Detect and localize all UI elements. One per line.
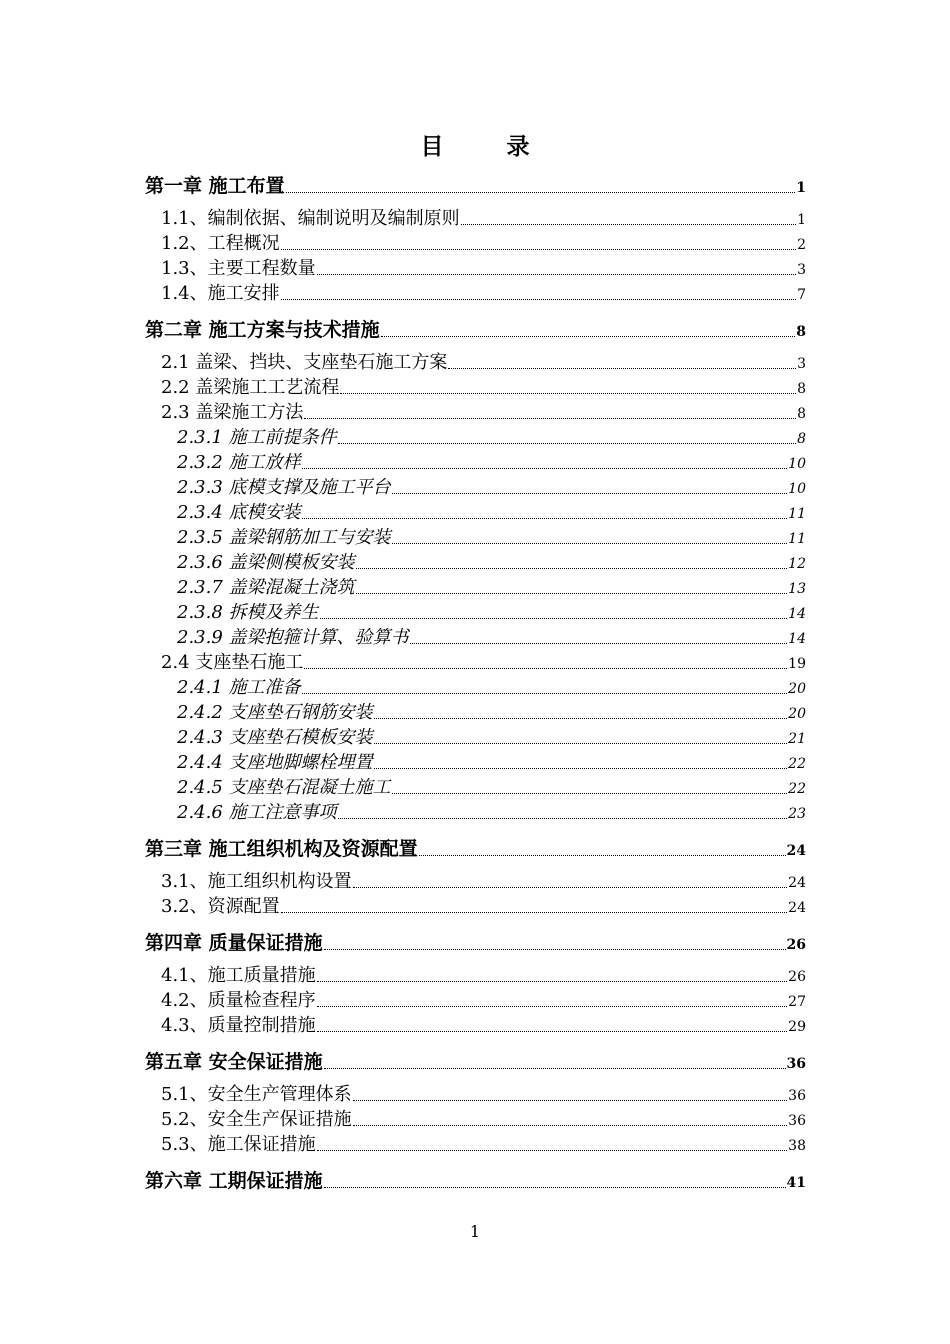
toc-entry-label: 5.2、安全生产保证措施 [161, 1109, 352, 1130]
toc-entry-label: 2.3 盖梁施工方法 [161, 402, 304, 423]
toc-entry-page: 8 [797, 406, 806, 422]
toc-entry-label: 2.3.6 盖梁侧模板安装 [177, 552, 355, 573]
dot-leader [353, 1124, 788, 1126]
dot-leader [302, 517, 788, 519]
toc-entry-page: 3 [797, 356, 806, 372]
toc-entry-label: 2.1 盖梁、挡块、支座垫石施工方案 [161, 352, 448, 373]
dot-leader [381, 335, 796, 337]
toc-subsection-entry[interactable] [145, 424, 806, 449]
toc-entry-label: 2.4.5 支座垫石混凝土施工 [177, 777, 391, 798]
toc-entry-page: 36 [788, 1113, 806, 1129]
toc-subsection-entry[interactable] [145, 449, 806, 474]
toc-entry-page: 24 [786, 843, 806, 859]
toc-entry-page: 36 [788, 1088, 806, 1104]
dot-leader [317, 1005, 788, 1007]
toc-entry-page: 10 [788, 481, 806, 497]
toc-entry-label: 2.3.4 底模安装 [177, 502, 301, 523]
toc-entry-label: 2.4.3 支座垫石模板安装 [177, 727, 373, 748]
toc-subsection-entry[interactable] [145, 699, 806, 724]
toc-entry-page: 12 [788, 556, 806, 572]
toc-section-entry[interactable] [145, 349, 806, 374]
toc-entry-label: 2.4.1 施工准备 [177, 677, 301, 698]
toc-entry-page: 22 [788, 756, 806, 772]
toc-entry-label: 2.3.8 拆模及养生 [177, 602, 319, 623]
toc-section-entry[interactable] [145, 1131, 806, 1156]
dot-leader [448, 367, 796, 369]
toc-entry-label: 2.3.3 底模支撑及施工平台 [177, 477, 391, 498]
toc-section-entry[interactable] [145, 868, 806, 893]
toc-entry-page: 24 [788, 875, 806, 891]
toc-entry-page: 14 [788, 631, 806, 647]
toc-entry-label: 第二章 施工方案与技术措施 [145, 319, 380, 341]
dot-leader [410, 642, 788, 644]
toc-entry-page: 19 [788, 656, 806, 672]
toc-section-entry[interactable] [145, 1081, 806, 1106]
toc-subsection-entry[interactable] [145, 574, 806, 599]
toc-chapter-entry[interactable] [145, 314, 806, 342]
dot-leader [317, 980, 788, 982]
page-number: 1 [469, 1222, 481, 1241]
toc-entry-label: 第四章 质量保证措施 [145, 932, 323, 954]
dot-leader [302, 692, 788, 694]
toc-entry-label: 5.1、安全生产管理体系 [161, 1084, 352, 1105]
toc-entry-label: 2.3.5 盖梁钢筋加工与安装 [177, 527, 391, 548]
toc-subsection-entry[interactable] [145, 799, 806, 824]
toc-subsection-entry[interactable] [145, 774, 806, 799]
toc-chapter-entry[interactable] [145, 1165, 806, 1193]
toc-entry-label: 第五章 安全保证措施 [145, 1051, 323, 1073]
table-of-contents [145, 170, 806, 1193]
toc-entry-page: 11 [788, 506, 806, 522]
toc-entry-label: 1.3、主要工程数量 [161, 258, 316, 279]
toc-entry-label: 3.1、施工组织机构设置 [161, 871, 352, 892]
toc-entry-page: 8 [796, 324, 806, 340]
toc-entry-page: 20 [788, 706, 806, 722]
dot-leader [317, 1030, 788, 1032]
dot-leader [304, 667, 787, 669]
toc-entry-label: 1.2、工程概况 [161, 233, 280, 254]
toc-entry-page: 41 [786, 1175, 806, 1191]
toc-chapter-entry[interactable] [145, 1046, 806, 1074]
toc-section-entry[interactable] [145, 230, 806, 255]
toc-section-entry[interactable] [145, 205, 806, 230]
dot-leader [374, 742, 788, 744]
dot-leader [353, 1099, 788, 1101]
toc-entry-label: 4.1、施工质量措施 [161, 965, 316, 986]
toc-section-entry[interactable] [145, 399, 806, 424]
toc-entry-page: 21 [788, 731, 806, 747]
toc-entry-page: 7 [797, 287, 806, 303]
dot-leader [419, 854, 786, 856]
dot-leader [338, 442, 797, 444]
toc-entry-label: 4.2、质量检查程序 [161, 990, 316, 1011]
toc-section-entry[interactable] [145, 374, 806, 399]
dot-leader [281, 298, 796, 300]
dot-leader [304, 417, 796, 419]
toc-entry-page: 1 [796, 180, 806, 196]
toc-section-entry[interactable] [145, 280, 806, 305]
toc-entry-label: 2.4 支座垫石施工 [161, 652, 304, 673]
toc-entry-label: 第一章 施工布置 [145, 175, 285, 197]
toc-section-entry[interactable] [145, 1106, 806, 1131]
toc-subsection-entry[interactable] [145, 549, 806, 574]
toc-entry-label: 2.2 盖梁施工工艺流程 [161, 377, 340, 398]
dot-leader [286, 191, 796, 193]
dot-leader [320, 617, 788, 619]
dot-leader [374, 767, 788, 769]
toc-entry-label: 5.3、施工保证措施 [161, 1134, 316, 1155]
toc-subsection-entry[interactable] [145, 474, 806, 499]
dot-leader [338, 817, 788, 819]
dot-leader [392, 792, 788, 794]
toc-chapter-entry[interactable] [145, 170, 806, 198]
toc-entry-page: 29 [788, 1019, 806, 1035]
toc-section-entry[interactable] [145, 255, 806, 280]
toc-entry-page: 20 [788, 681, 806, 697]
toc-entry-label: 2.3.2 施工放样 [177, 452, 301, 473]
dot-leader [324, 1186, 786, 1188]
toc-subsection-entry[interactable] [145, 674, 806, 699]
toc-subsection-entry[interactable] [145, 724, 806, 749]
toc-entry-page: 8 [797, 431, 806, 447]
dot-leader [461, 223, 796, 225]
toc-entry-label: 2.3.7 盖梁混凝土浇筑 [177, 577, 355, 598]
toc-entry-label: 2.3.9 盖梁抱箍计算、验算书 [177, 627, 409, 648]
toc-section-entry[interactable] [145, 962, 806, 987]
toc-entry-page: 13 [788, 581, 806, 597]
toc-entry-page: 26 [786, 937, 806, 953]
toc-section-entry[interactable] [145, 893, 806, 918]
toc-section-entry[interactable] [145, 987, 806, 1012]
toc-subsection-entry[interactable] [145, 524, 806, 549]
toc-subsection-entry[interactable] [145, 599, 806, 624]
dot-leader [324, 1067, 786, 1069]
toc-entry-label: 2.4.6 施工注意事项 [177, 802, 337, 823]
toc-entry-page: 3 [797, 262, 806, 278]
dot-leader [356, 567, 788, 569]
toc-entry-label: 第六章 工期保证措施 [145, 1170, 323, 1192]
toc-entry-label: 2.4.4 支座地脚螺栓埋置 [177, 752, 373, 773]
toc-entry-page: 27 [788, 994, 806, 1010]
dot-leader [324, 948, 786, 950]
dot-leader [392, 542, 788, 544]
toc-entry-label: 1.4、施工安排 [161, 283, 280, 304]
dot-leader [281, 248, 796, 250]
toc-entry-label: 2.4.2 支座垫石钢筋安装 [177, 702, 373, 723]
toc-section-entry[interactable] [145, 1012, 806, 1037]
toc-title: 目 录 [420, 133, 550, 160]
dot-leader [392, 492, 788, 494]
toc-entry-page: 11 [788, 531, 806, 547]
dot-leader [317, 273, 796, 275]
dot-leader [374, 717, 788, 719]
toc-entry-page: 14 [788, 606, 806, 622]
toc-subsection-entry[interactable] [145, 624, 806, 649]
dot-leader [317, 1149, 788, 1151]
toc-entry-page: 36 [786, 1056, 806, 1072]
toc-entry-page: 23 [788, 806, 806, 822]
toc-subsection-entry[interactable] [145, 499, 806, 524]
dot-leader [340, 392, 796, 394]
toc-entry-label: 第三章 施工组织机构及资源配置 [145, 838, 418, 860]
toc-entry-page: 1 [797, 212, 806, 228]
toc-entry-page: 2 [797, 237, 806, 253]
toc-section-entry[interactable] [145, 649, 806, 674]
toc-entry-page: 10 [788, 456, 806, 472]
dot-leader [356, 592, 788, 594]
toc-entry-label: 1.1、编制依据、编制说明及编制原则 [161, 208, 460, 229]
toc-entry-label: 2.3.1 施工前提条件 [177, 427, 337, 448]
toc-subsection-entry[interactable] [145, 749, 806, 774]
toc-entry-label: 3.2、资源配置 [161, 896, 280, 917]
toc-entry-page: 26 [788, 969, 806, 985]
toc-chapter-entry[interactable] [145, 927, 806, 955]
dot-leader [302, 467, 788, 469]
toc-entry-label: 4.3、质量控制措施 [161, 1015, 316, 1036]
toc-entry-page: 22 [788, 781, 806, 797]
toc-entry-page: 38 [788, 1138, 806, 1154]
dot-leader [281, 911, 788, 913]
toc-chapter-entry[interactable] [145, 833, 806, 861]
toc-entry-page: 8 [797, 381, 806, 397]
dot-leader [353, 886, 788, 888]
toc-entry-page: 24 [788, 900, 806, 916]
